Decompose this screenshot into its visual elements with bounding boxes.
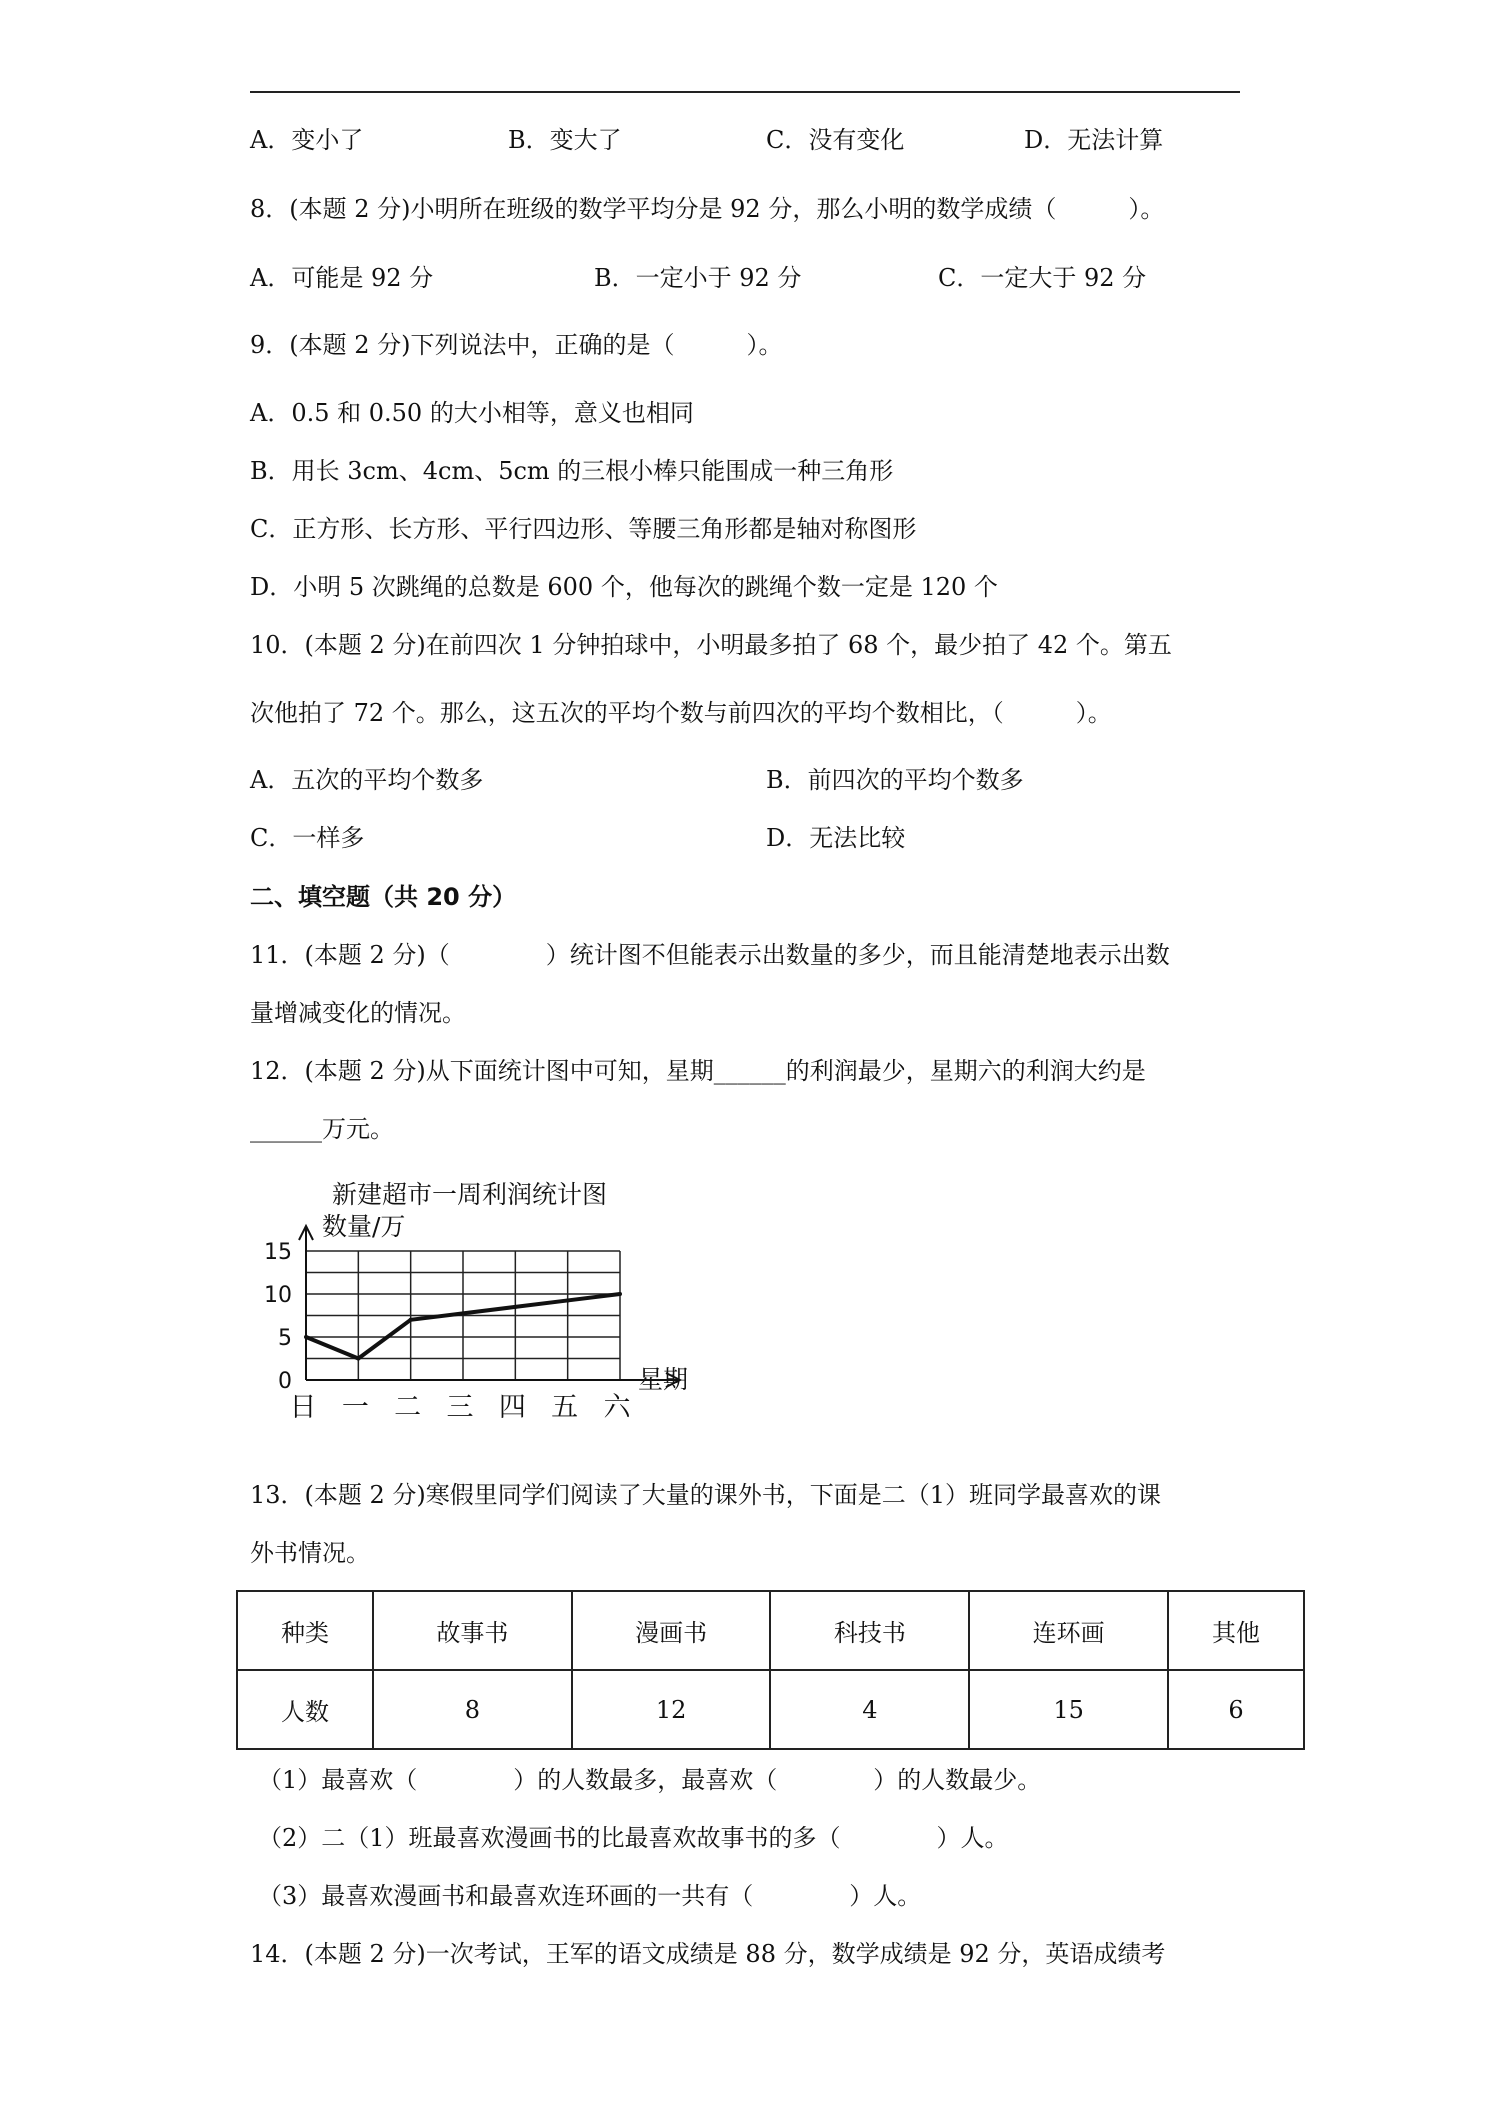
table-cell: 12 [572, 1670, 771, 1749]
table-cell: 6 [1168, 1670, 1304, 1749]
chart-y-tick-labels [264, 1240, 292, 1394]
chart-title: 新建超市一周利润统计图 [332, 1180, 608, 1209]
q13-stem-line1: 13．(本题 2 分)寒假里同学们阅读了大量的课外书，下面是二（1）班同学最喜欢的课 [250, 1481, 1162, 1509]
x-tick-label: 五 [551, 1392, 579, 1423]
chart-xlabel: 星期 [638, 1365, 689, 1394]
table-cell: 漫画书 [572, 1591, 771, 1670]
table-cell: 8 [373, 1670, 572, 1749]
q9-option-a: A．0.5 和 0.50 的大小相等，意义也相同 [250, 399, 694, 427]
chart-x-tick-labels [290, 1392, 632, 1423]
x-tick-label: 一 [341, 1392, 369, 1423]
q9-stem: 9．(本题 2 分)下列说法中，正确的是（ ）。 [250, 331, 783, 359]
table-cell: 连环画 [969, 1591, 1168, 1670]
q13-sub3: （3）最喜欢漫画书和最喜欢连环画的一共有（ ）人。 [258, 1882, 922, 1910]
q10-option-d: D．无法比较 [766, 824, 906, 852]
y-tick-label: 15 [264, 1240, 292, 1265]
q10-stem-line2: 次他拍了 72 个。那么，这五次的平均个数与前四次的平均个数相比，（ ）。 [250, 699, 1112, 727]
table-cell: 科技书 [770, 1591, 969, 1670]
q7-option-a: A．变小了 [250, 126, 364, 154]
table-row [237, 1670, 1304, 1749]
q9-option-c: C．正方形、长方形、平行四边形、等腰三角形都是轴对称图形 [250, 515, 917, 543]
q12-stem-line2: ______万元。 [250, 1115, 394, 1143]
y-tick-label: 10 [264, 1283, 292, 1308]
table-cell: 4 [770, 1670, 969, 1749]
q11-stem-line2: 量增减变化的情况。 [250, 999, 466, 1027]
q7-option-b: B．变大了 [508, 126, 622, 154]
y-tick-label: 5 [278, 1326, 292, 1351]
chart-axes [299, 1226, 680, 1387]
q13-sub1: （1）最喜欢（ ）的人数最多，最喜欢（ ）的人数最少。 [258, 1766, 1042, 1794]
x-tick-label: 日 [289, 1392, 317, 1423]
q9-option-d: D．小明 5 次跳绳的总数是 600 个，他每次的跳绳个数一定是 120 个 [250, 573, 998, 601]
q12-stem-line1: 12．(本题 2 分)从下面统计图中可知，星期______的利润最少，星期六的利润大约是 [250, 1057, 1146, 1085]
q9-option-b: B．用长 3cm、4cm、5cm 的三根小棒只能围成一种三角形 [250, 457, 894, 485]
q13-stem-line2: 外书情况。 [250, 1539, 370, 1567]
q10-option-b: B．前四次的平均个数多 [766, 766, 1024, 794]
q7-option-c: C．没有变化 [766, 126, 905, 154]
table-cell: 人数 [237, 1670, 373, 1749]
x-tick-label: 二 [394, 1392, 422, 1423]
table-cell: 故事书 [373, 1591, 572, 1670]
q10-option-c: C．一样多 [250, 824, 365, 852]
x-tick-label: 三 [446, 1392, 474, 1423]
table-header-row [237, 1591, 1304, 1670]
data-point [409, 1318, 413, 1322]
chart-ylabel: 数量/万 [322, 1212, 406, 1241]
q8-option-c: C．一定大于 92 分 [938, 264, 1147, 292]
q11-stem-line1: 11．(本题 2 分)（ ）统计图不但能表示出数量的多少，而且能清楚地表示出数 [250, 941, 1170, 969]
data-point [304, 1335, 308, 1339]
data-point [566, 1298, 570, 1302]
table-cell: 其他 [1168, 1591, 1304, 1670]
section-heading: 二、填空题（共 20 分） [250, 883, 517, 911]
q8-option-b: B．一定小于 92 分 [594, 264, 802, 292]
data-point [513, 1305, 517, 1309]
q8-option-a: A．可能是 92 分 [250, 264, 434, 292]
header-rule [250, 91, 1240, 93]
q10-stem-line1: 10．(本题 2 分)在前四次 1 分钟拍球中，小明最多拍了 68 个，最少拍了 42 个。第五 [250, 631, 1172, 659]
profit-line-chart [264, 1180, 710, 1455]
q13-sub2: （2）二（1）班最喜欢漫画书的比最喜欢故事书的多（ ）人。 [258, 1824, 1009, 1852]
table-cell: 种类 [237, 1591, 373, 1670]
y-tick-label: 0 [278, 1369, 292, 1394]
x-tick-label: 六 [603, 1392, 631, 1423]
chart-grid [306, 1251, 620, 1380]
table-cell: 15 [969, 1670, 1168, 1749]
book-preference-table [236, 1590, 1305, 1750]
data-point [461, 1311, 465, 1315]
q10-option-a: A．五次的平均个数多 [250, 766, 484, 794]
q14-stem-line1: 14．(本题 2 分)一次考试，王军的语文成绩是 88 分，数学成绩是 92 分，英语成绩考 [250, 1940, 1166, 1968]
x-tick-label: 四 [498, 1392, 526, 1423]
q8-stem: 8．(本题 2 分)小明所在班级的数学平均分是 92 分，那么小明的数学成绩（ ）。 [250, 195, 1165, 223]
q7-option-d: D．无法计算 [1024, 126, 1164, 154]
data-point [356, 1357, 360, 1361]
data-point [618, 1292, 622, 1296]
